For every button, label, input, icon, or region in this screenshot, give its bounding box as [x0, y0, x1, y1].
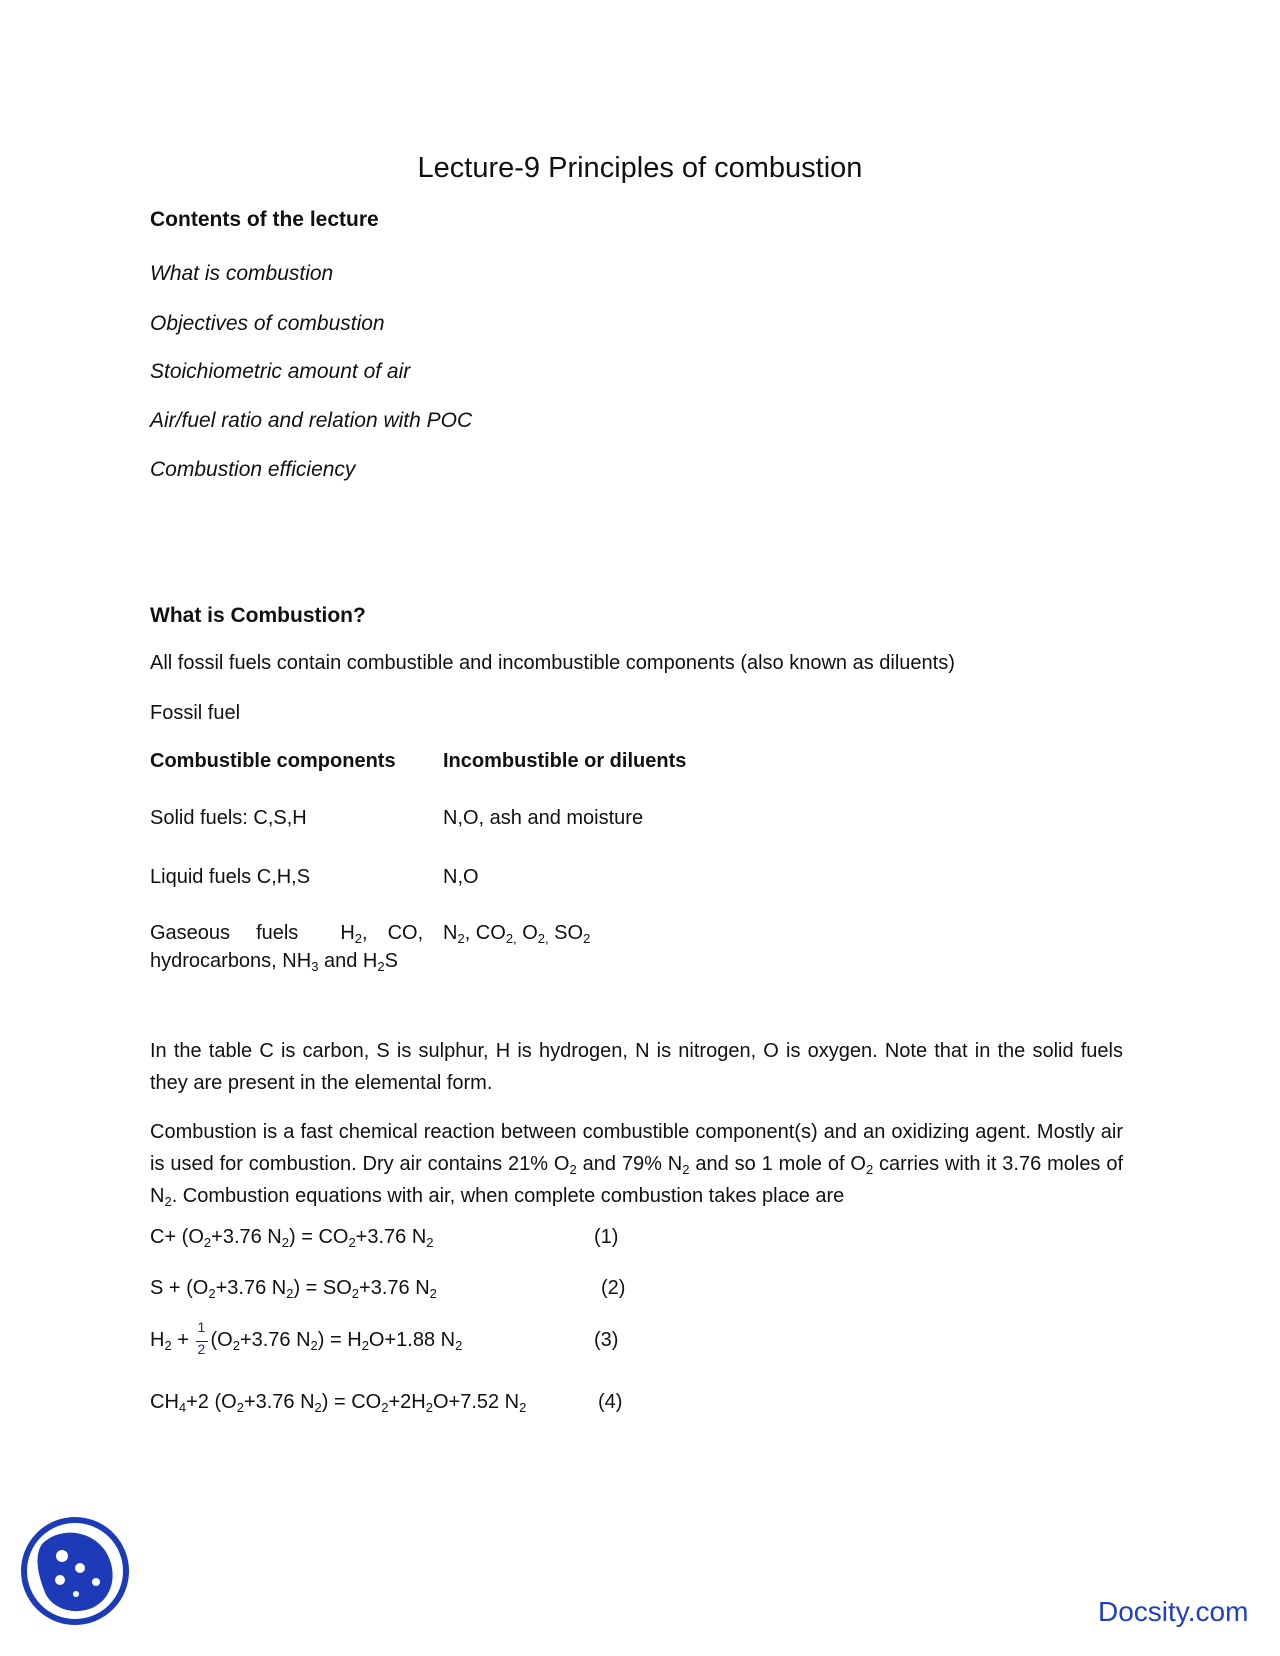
gaseous-co: CO,	[387, 922, 424, 944]
table-cell: N,O, ash and moisture	[443, 807, 644, 829]
equation: $S + (O_2+3.76$ $N_2) = SO_2+3.76$ $N_2$	[150, 1277, 437, 1301]
table-cell: N,O	[443, 866, 479, 888]
equation-number: (2)	[601, 1277, 626, 1299]
gaseous-fuels-word: fuels	[256, 922, 299, 944]
equation: $C+ (O_2+3.76$ $N_2) = CO_2+3.76$ $N_2$	[150, 1226, 434, 1250]
intro-text: All fossil fuels contain combustible and incombustible components (also known as diluents)	[150, 652, 955, 674]
gaseous-label: Gaseous	[150, 922, 231, 944]
contents-item: Objectives of combustion	[150, 312, 385, 335]
fraction-one-half: $\frac{1}{2}$	[196, 1331, 208, 1351]
docsity-logo-icon[interactable]	[20, 1516, 130, 1626]
contents-item: Combustion efficiency	[150, 458, 356, 481]
table-cell: hydrocarbons, $NH_3$ and $H_2S$	[150, 950, 398, 974]
table-cell: $N_2$, $CO_{2,}$ $O_{2,}$ $SO_2$	[443, 922, 591, 946]
contents-item: Stoichiometric amount of air	[150, 360, 411, 383]
page-title: Lecture-9 Principles of combustion	[417, 152, 863, 184]
equation-number: (4)	[598, 1391, 623, 1413]
table-cell: Solid fuels: C,S,H	[150, 807, 307, 829]
equation: $CH_4+2$ ($O_2+3.76$ $N_2) = CO_2+2H_2O+7.52$ $N_2$	[150, 1391, 527, 1415]
equation-number: (3)	[594, 1329, 619, 1351]
contents-item: What is combustion	[150, 262, 334, 285]
section-heading: What is Combustion?	[150, 604, 366, 627]
equation: $H_2$ + $\frac{1}{2}$ ($O_2+3.76$ $N_2) = H_2O+1.88$ $N_2$	[150, 1318, 463, 1357]
gaseous-h2: $H_2$,	[340, 922, 368, 946]
paragraph: Combustion is a fast chemical reaction between combustible component(s) and an oxidizing agent. Mostly air is used for combustion. Dry air contains 21% $O_2$ and 79% $N_2$ and so 1 mole of $O_2$ carries with it 3.76 moles of $N_2$. Combustion equations with air, when complete combustion takes place are	[150, 1121, 1123, 1209]
table-header-incombustible: Incombustible or diluents	[443, 750, 687, 772]
contents-heading: Contents of the lecture	[150, 208, 379, 231]
fossil-fuel-label: Fossil fuel	[150, 702, 241, 724]
docsity-brand-link[interactable]: Docsity.com	[1098, 1596, 1249, 1627]
table-header-combustible: Combustible components	[150, 750, 396, 772]
equation-number: (1)	[594, 1226, 619, 1248]
paragraph: In the table C is carbon, S is sulphur, H is hydrogen, N is nitrogen, O is oxygen. Note that in the solid fuels they are present in the elemental form.	[150, 1040, 1123, 1094]
table-cell	[150, 922, 423, 945]
contents-item: Air/fuel ratio and relation with POC	[150, 409, 473, 432]
table-cell: Liquid fuels C,H,S	[150, 866, 311, 888]
